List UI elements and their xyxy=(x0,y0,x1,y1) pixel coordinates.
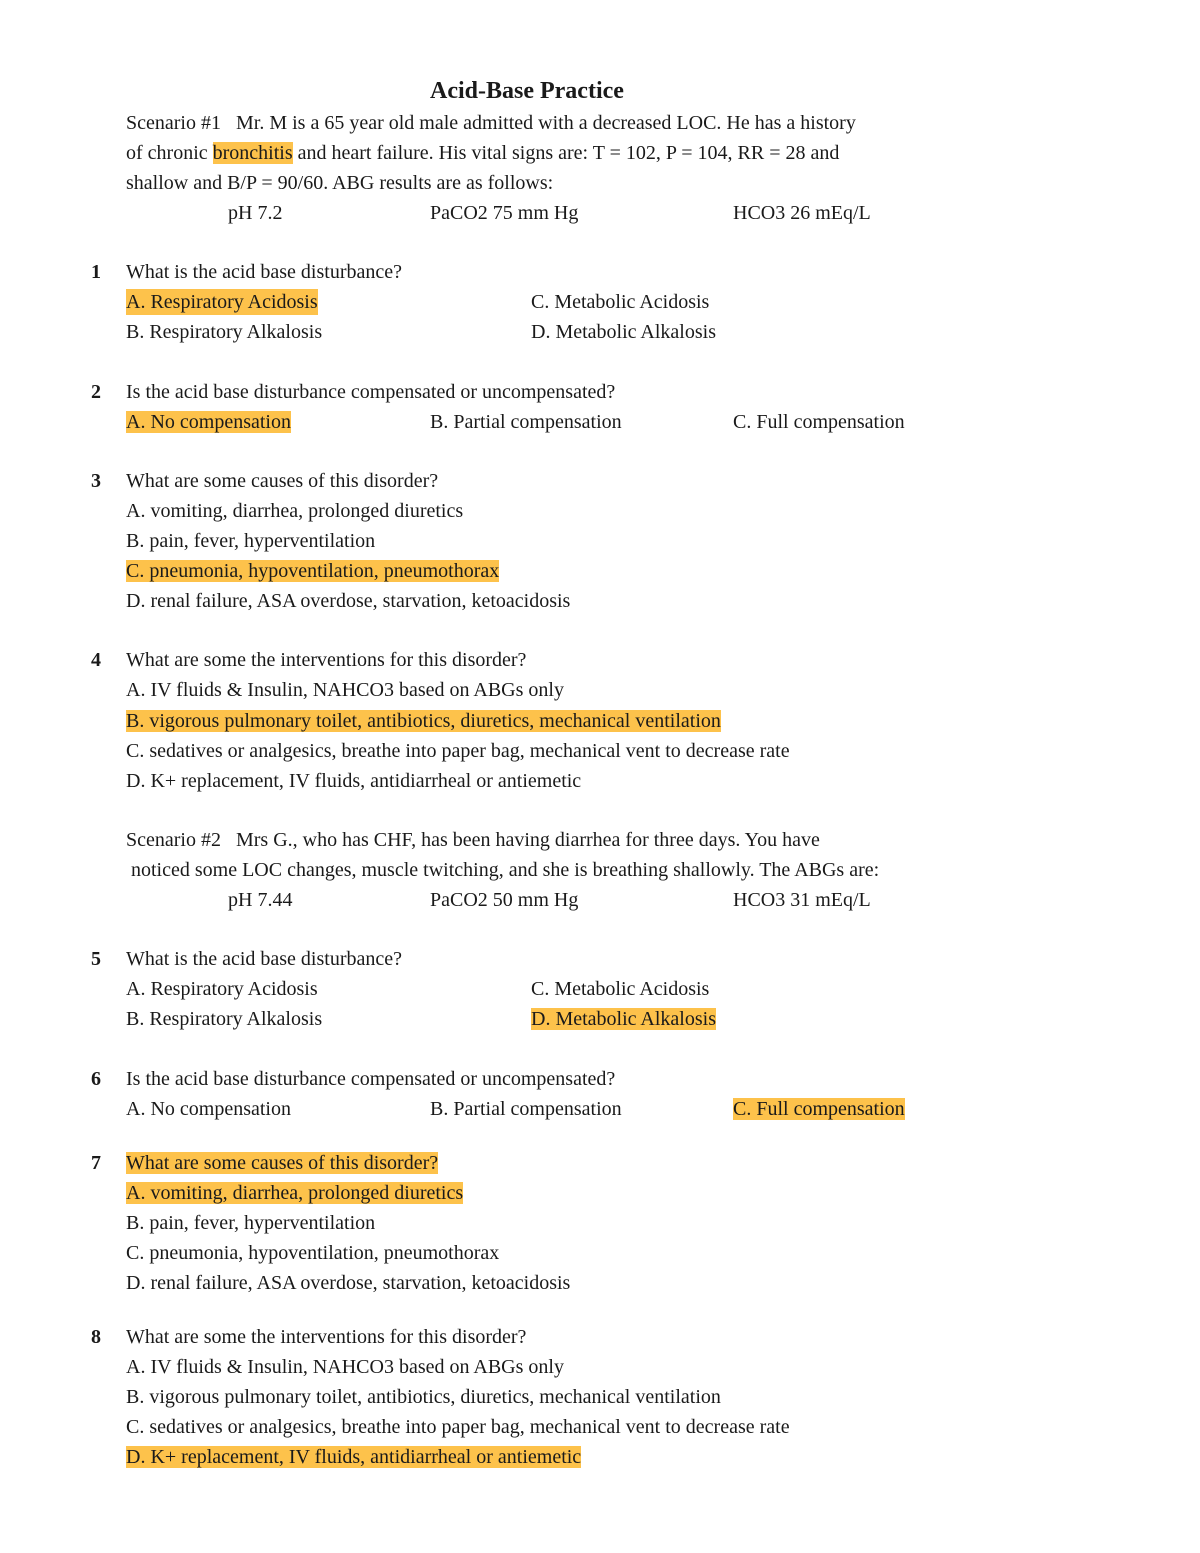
scenario-2-text-line-1: Mrs G., who has CHF, has been having diarrhea for three days. You have xyxy=(235,829,820,851)
answer-option-d: D. K+ replacement, IV fluids, antidiarrheal or antiemetic xyxy=(126,770,582,792)
question-number: 8 xyxy=(91,1326,101,1348)
answer-option-b: B. Respiratory Alkalosis xyxy=(126,321,323,343)
answer-option-a: A. IV fluids & Insulin, NAHCO3 based on ABGs only xyxy=(126,1356,564,1378)
scenario-2-abg-ph: pH 7.44 xyxy=(228,889,293,911)
question-text: What are some causes of this disorder? xyxy=(126,470,439,492)
answer-option-d: D. renal failure, ASA overdose, starvation, ketoacidosis xyxy=(126,590,571,612)
scenario-1-abg-paco2: PaCO2 75 mm Hg xyxy=(430,202,579,224)
scenario-1-text-line-1: Mr. M is a 65 year old male admitted with a decreased LOC. He has a history xyxy=(235,112,856,134)
scenario-1-line-3: shallow and B/P = 90/60. ABG results are as follows: xyxy=(126,172,554,194)
question-text: Is the acid base disturbance compensated or uncompensated? xyxy=(126,1068,616,1090)
answer-option-d: D. renal failure, ASA overdose, starvation, ketoacidosis xyxy=(126,1272,571,1294)
answer-option-a: A. No compensation xyxy=(126,411,291,433)
answer-option-b: B. pain, fever, hyperventilation xyxy=(126,1212,376,1234)
answer-option-b: B. pain, fever, hyperventilation xyxy=(126,530,376,552)
answer-option-c: C. Full compensation xyxy=(733,411,905,433)
answer-option-c: C. pneumonia, hypoventilation, pneumothorax xyxy=(126,1242,500,1264)
answer-option-a: A. IV fluids & Insulin, NAHCO3 based on ABGs only xyxy=(126,679,564,701)
answer-option-a: A. vomiting, diarrhea, prolonged diuretics xyxy=(126,500,464,522)
scenario-2-line-2: noticed some LOC changes, muscle twitching, and she is breathing shallowly. The ABGs are: xyxy=(131,859,880,881)
scenario-1-abg-ph: pH 7.2 xyxy=(228,202,283,224)
scenario-1-line-1 xyxy=(126,110,856,136)
answer-option-b: B. Partial compensation xyxy=(430,411,622,433)
question-text: What are some the interventions for this disorder? xyxy=(126,1326,527,1348)
question-text: What is the acid base disturbance? xyxy=(126,948,402,970)
highlighted-word-bronchitis: bronchitis xyxy=(212,142,293,164)
question-text: Is the acid base disturbance compensated or uncompensated? xyxy=(126,381,616,403)
answer-option-c: C. sedatives or analgesics, breathe into paper bag, mechanical vent to decrease rate xyxy=(126,740,790,762)
question-text: What are some the interventions for this disorder? xyxy=(126,649,527,671)
scenario-2-label: Scenario #2 xyxy=(126,829,221,851)
question-number: 7 xyxy=(91,1152,101,1174)
question-text: What are some causes of this disorder? xyxy=(126,1152,439,1174)
answer-option-c: C. Metabolic Acidosis xyxy=(531,291,710,313)
answer-option-a: A. Respiratory Acidosis xyxy=(126,291,318,313)
answer-option-d: D. Metabolic Alkalosis xyxy=(531,1008,716,1030)
question-number: 3 xyxy=(91,470,101,492)
question-number: 5 xyxy=(91,948,101,970)
answer-option-c: C. Metabolic Acidosis xyxy=(531,978,710,1000)
answer-option-c: C. sedatives or analgesics, breathe into paper bag, mechanical vent to decrease rate xyxy=(126,1416,790,1438)
answer-option-d: D. K+ replacement, IV fluids, antidiarrheal or antiemetic xyxy=(126,1446,582,1468)
scenario-1-line-2-pre: of chronic xyxy=(126,142,208,164)
question-text: What is the acid base disturbance? xyxy=(126,261,402,283)
answer-option-b: B. vigorous pulmonary toilet, antibiotics, diuretics, mechanical ventilation xyxy=(126,710,721,732)
question-number: 6 xyxy=(91,1068,101,1090)
answer-option-c: C. Full compensation xyxy=(733,1098,905,1120)
scenario-1-label: Scenario #1 xyxy=(126,112,221,134)
answer-option-a: A. vomiting, diarrhea, prolonged diuretics xyxy=(126,1182,464,1204)
answer-option-b: B. Partial compensation xyxy=(430,1098,622,1120)
question-number: 4 xyxy=(91,649,101,671)
scenario-2-abg-paco2: PaCO2 50 mm Hg xyxy=(430,889,579,911)
answer-option-d: D. Metabolic Alkalosis xyxy=(531,321,716,343)
answer-option-b: B. vigorous pulmonary toilet, antibiotics, diuretics, mechanical ventilation xyxy=(126,1386,721,1408)
scenario-1-abg-hco3: HCO3 26 mEq/L xyxy=(733,202,871,224)
scenario-2-line-1 xyxy=(126,827,820,853)
answer-option-a: A. No compensation xyxy=(126,1098,291,1120)
question-number: 2 xyxy=(91,381,101,403)
question-number: 1 xyxy=(91,261,101,283)
page-title: Acid-Base Practice xyxy=(430,78,624,104)
scenario-1-line-2 xyxy=(126,140,839,166)
answer-option-a: A. Respiratory Acidosis xyxy=(126,978,318,1000)
scenario-1-line-2-post: and heart failure. His vital signs are: T = 102, P = 104, RR = 28 and xyxy=(297,142,840,164)
scenario-2-abg-hco3: HCO3 31 mEq/L xyxy=(733,889,871,911)
answer-option-c: C. pneumonia, hypoventilation, pneumothorax xyxy=(126,560,500,582)
answer-option-b: B. Respiratory Alkalosis xyxy=(126,1008,323,1030)
